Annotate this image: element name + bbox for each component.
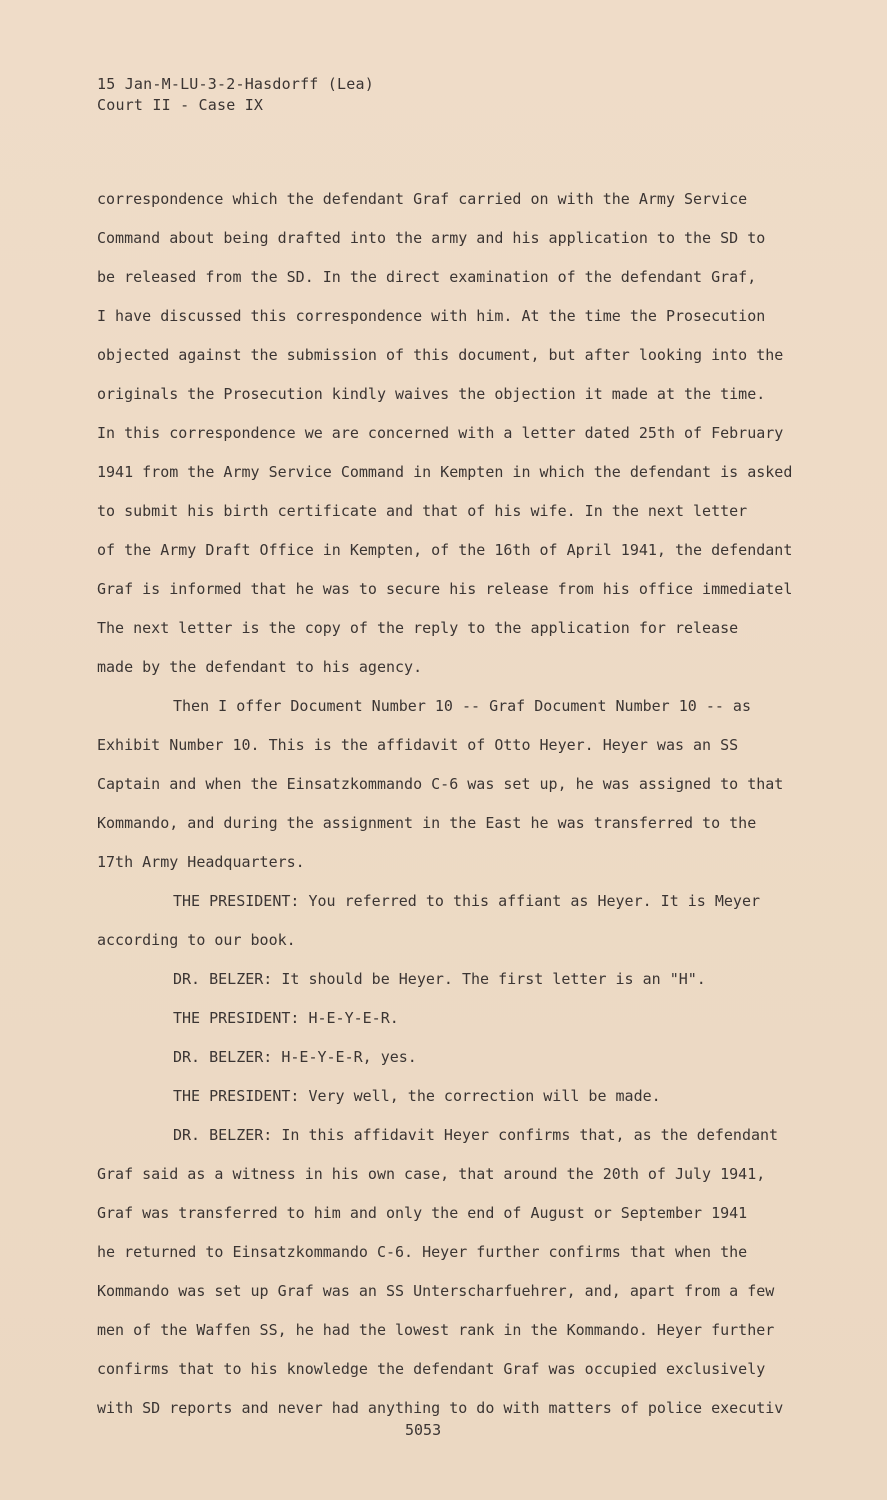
page-number: 5053 bbox=[405, 1421, 442, 1439]
header-case-reference: 15 Jan-M-LU-3-2-Hasdorff (Lea) bbox=[97, 75, 374, 93]
transcript-line: Exhibit Number 10. This is the affidavit of Otto Heyer. Heyer was an SS bbox=[97, 736, 739, 754]
transcript-line: 1941 from the Army Service Command in Kempten in which the defendant is asked bbox=[97, 463, 793, 481]
speaker-line: DR. BELZER: In this affidavit Heyer confirms that, as the defendant bbox=[173, 1126, 779, 1144]
transcript-line: confirms that to his knowledge the defendant Graf was occupied exclusively bbox=[97, 1360, 766, 1378]
transcript-line: be released from the SD. In the direct examination of the defendant Graf, bbox=[97, 268, 757, 286]
transcript-line: with SD reports and never had anything to do with matters of police executiv bbox=[97, 1399, 784, 1417]
transcript-line: Kommando, and during the assignment in the East he was transferred to the bbox=[97, 814, 757, 832]
transcript-line: men of the Waffen SS, he had the lowest rank in the Kommando. Heyer further bbox=[97, 1321, 775, 1339]
transcript-line: Graf said as a witness in his own case, that around the 20th of July 1941, bbox=[97, 1165, 766, 1183]
transcript-line: 17th Army Headquarters. bbox=[97, 853, 305, 871]
transcript-line: Command about being drafted into the army and his application to the SD to bbox=[97, 229, 766, 247]
document-header bbox=[97, 74, 374, 116]
transcript-line: Captain and when the Einsatzkommando C-6 was set up, he was assigned to that bbox=[97, 775, 784, 793]
transcript-line: correspondence which the defendant Graf carried on with the Army Service bbox=[97, 190, 748, 208]
transcript-line: In this correspondence we are concerned with a letter dated 25th of February bbox=[97, 424, 784, 442]
transcript-line: of the Army Draft Office in Kempten, of the 16th of April 1941, the defendant bbox=[97, 541, 793, 559]
speaker-line: THE PRESIDENT: H-E-Y-E-R. bbox=[173, 1009, 399, 1027]
transcript-line: objected against the submission of this document, but after looking into the bbox=[97, 346, 784, 364]
transcript-body bbox=[97, 187, 842, 1435]
transcript-line: Graf is informed that he was to secure his release from his office immediatel bbox=[97, 580, 793, 598]
transcript-line: Kommando was set up Graf was an SS Unterscharfuehrer, and, apart from a few bbox=[97, 1282, 775, 1300]
speaker-line: DR. BELZER: H-E-Y-E-R, yes. bbox=[173, 1048, 417, 1066]
transcript-line: to submit his birth certificate and that of his wife. In the next letter bbox=[97, 502, 748, 520]
transcript-line: Graf was transferred to him and only the end of August or September 1941 bbox=[97, 1204, 748, 1222]
transcript-line: The next letter is the copy of the reply to the application for release bbox=[97, 619, 739, 637]
header-court-case: Court II - Case IX bbox=[97, 96, 264, 114]
speaker-line: DR. BELZER: It should be Heyer. The first letter is an "H". bbox=[173, 970, 706, 988]
transcript-line: he returned to Einsatzkommando C-6. Heyer further confirms that when the bbox=[97, 1243, 748, 1261]
transcript-line: made by the defendant to his agency. bbox=[97, 658, 423, 676]
speaker-line: THE PRESIDENT: You referred to this affiant as Heyer. It is Meyer bbox=[173, 892, 760, 910]
transcript-line: Then I offer Document Number 10 -- Graf Document Number 10 -- as bbox=[173, 697, 751, 715]
transcript-line: originals the Prosecution kindly waives the objection it made at the time. bbox=[97, 385, 766, 403]
transcript-line: I have discussed this correspondence with him. At the time the Prosecution bbox=[97, 307, 766, 325]
transcript-line: according to our book. bbox=[97, 931, 296, 949]
speaker-line: THE PRESIDENT: Very well, the correction will be made. bbox=[173, 1087, 661, 1105]
